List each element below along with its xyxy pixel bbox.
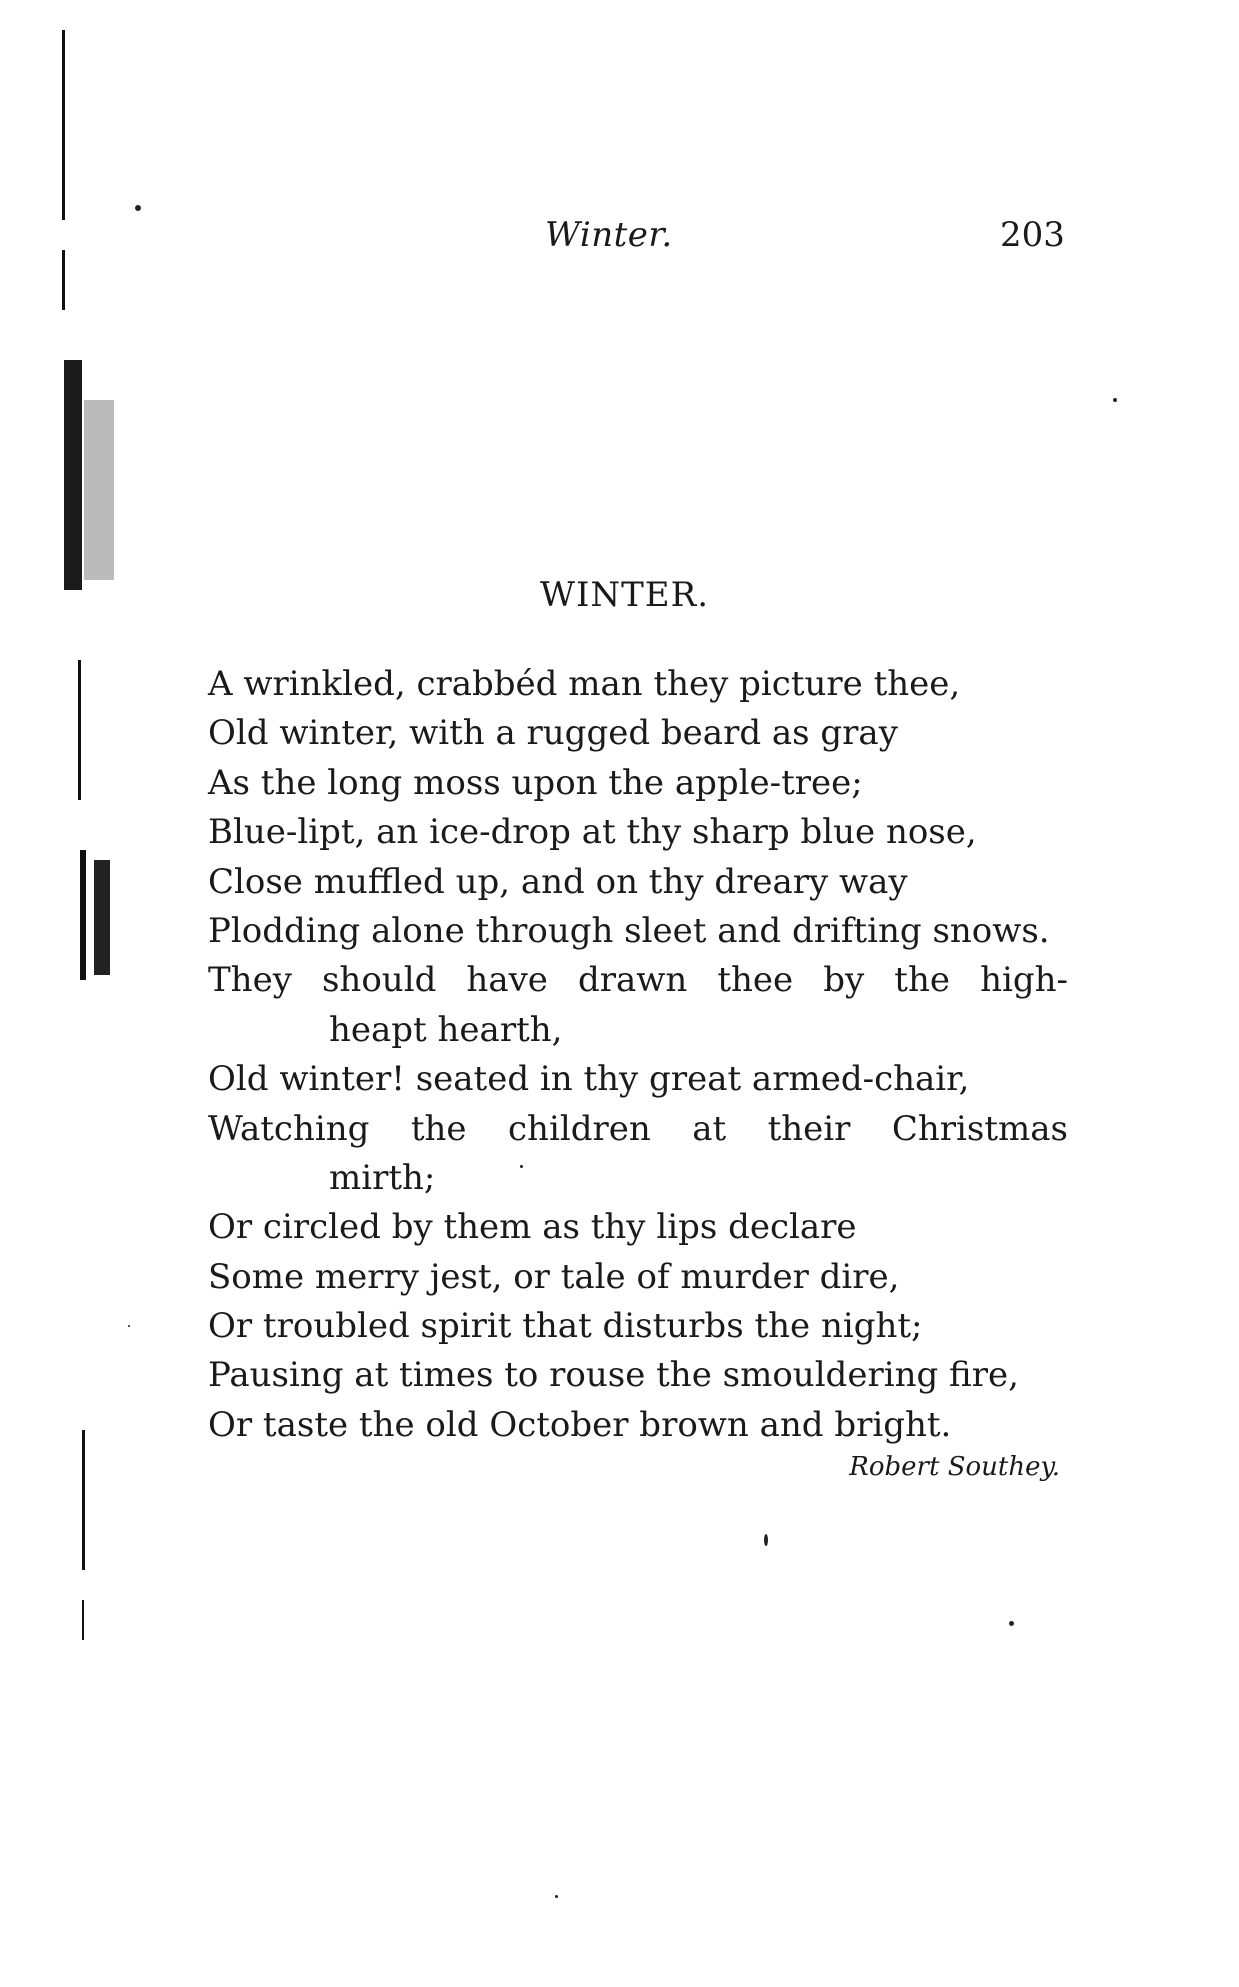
poem-line: Old winter! seated in thy great armed-chair, — [208, 1059, 970, 1100]
poem-line-continuation: heapt hearth, — [329, 1009, 563, 1050]
scan-speck — [764, 1534, 768, 1546]
poem-author: Robert Southey. — [849, 1452, 1060, 1482]
scan-speck — [135, 205, 141, 211]
poem-line: They should have drawn thee by the high- — [208, 960, 1068, 1001]
scan-edge-mark — [62, 30, 65, 220]
poem-line: A wrinkled, crabbéd man they picture thee, — [208, 664, 961, 704]
poem-line: Blue-lipt, an ice-drop at thy sharp blue nose, — [208, 812, 977, 853]
scan-edge-mark — [62, 250, 65, 310]
scan-edge-mark — [94, 860, 110, 975]
scan-speck — [128, 1325, 130, 1327]
poem-line: Plodding alone through sleet and drifting snows. — [208, 910, 1050, 951]
scan-edge-mark — [78, 660, 81, 800]
scan-edge-mark — [64, 360, 82, 590]
running-header-title: Winter. — [545, 215, 673, 255]
poem-line: Some merry jest, or tale of murder dire, — [208, 1256, 900, 1297]
poem-line: Watching the children at their Christmas — [208, 1108, 1068, 1149]
scan-speck — [1009, 1621, 1014, 1626]
poem-line: Old winter, with a rugged beard as gray — [208, 713, 898, 754]
poem-body — [208, 660, 1068, 1450]
scan-speck — [1113, 398, 1117, 402]
scan-edge-mark — [82, 1430, 85, 1570]
poem-title: WINTER. — [540, 575, 710, 615]
scan-edge-mark — [84, 400, 114, 580]
poem-line: Or taste the old October brown and bright. — [208, 1404, 952, 1445]
poem-line: Close muffled up, and on thy dreary way — [208, 861, 908, 902]
poem-line: Or circled by them as thy lips declare — [208, 1207, 857, 1248]
scan-speck — [555, 1895, 558, 1898]
scan-edge-mark — [80, 850, 86, 980]
poem-line: As the long moss upon the apple-tree; — [208, 762, 863, 803]
poem-line: Or troubled spirit that disturbs the night; — [208, 1306, 923, 1347]
poem-line-continuation: mirth; — [329, 1157, 436, 1198]
scan-edge-mark — [82, 1600, 84, 1640]
poem-line: Pausing at times to rouse the smouldering fire, — [208, 1355, 1019, 1396]
page-number: 203 — [1000, 215, 1065, 255]
